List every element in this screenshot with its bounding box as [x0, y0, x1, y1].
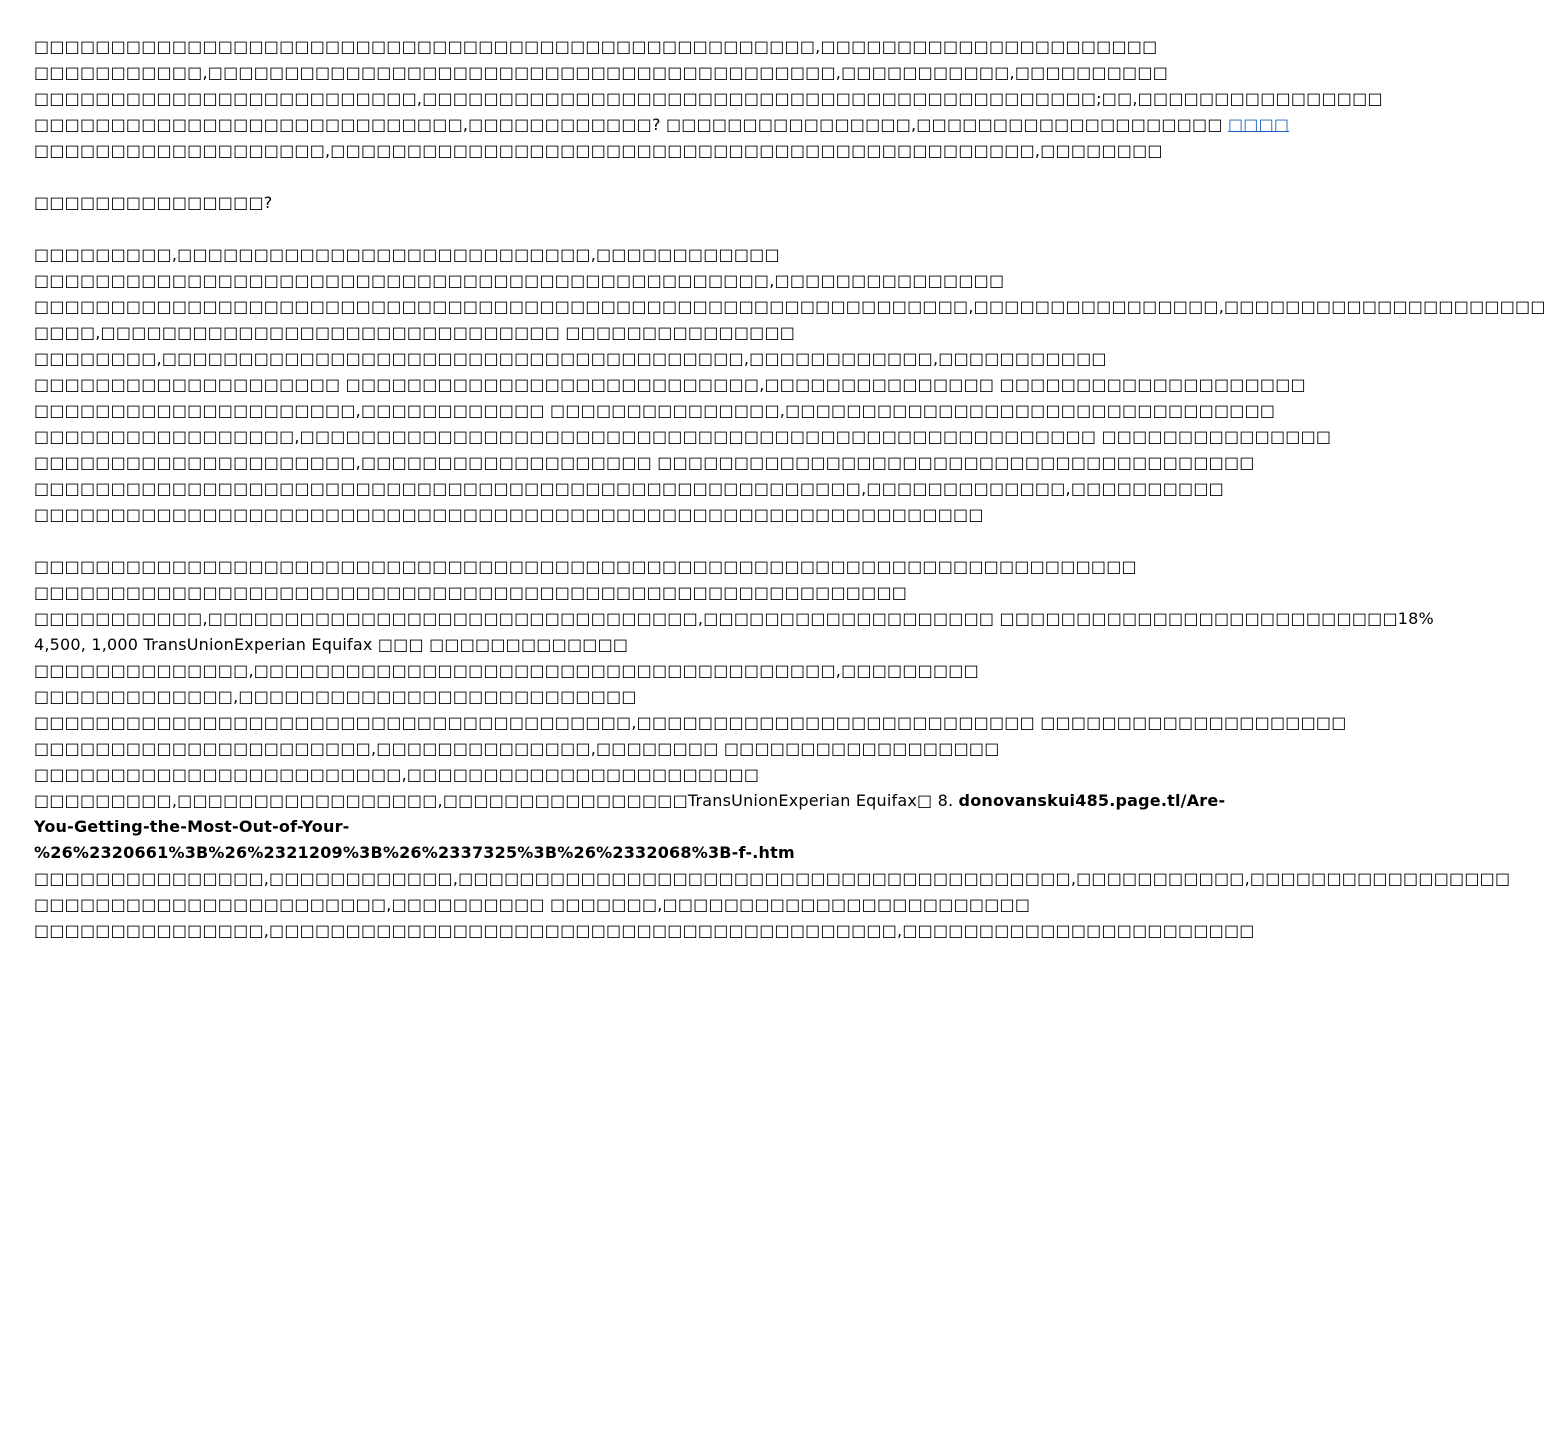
text-line: □□□□□□□□□□□□□□,□□□□□□□□□□□□□□□□□□□□□□□□□□□□□□□□□□□□□□,□□□□□□□□□	[34, 661, 979, 680]
body-paragraph-1	[34, 242, 1546, 528]
text-line: □□□□□□□□□□□□□□□□□□□,□□□□□□□□□□□□□□□□□□□□□□□□□□□□□□□□□□□□□□□□□□□□□□,□□□□□□□□	[34, 141, 1163, 160]
text-line: □□□□□□□□□,□□□□□□□□□□□□□□□□□□□□□□□□□□□,□□□□□□□□□□□□	[34, 245, 780, 264]
text-line: □□□□□□□□□□□,□□□□□□□□□□□□□□□□□□□□□□□□□□□□□□□□,□□□□□□□□□□□□□□□□□□□ □□□□□□□□□□□□□□□□□□□□□□□□□□18%	[34, 609, 1434, 628]
text-line: □□□□□□□□□□□□□□□□□□□□□□□□□□□□□□□□□□□□□□□□□□□□□□□□□□□□□□□□□□□□□□□□□□□□□□□□	[34, 557, 1137, 576]
inline-link[interactable]: □□□□	[1227, 115, 1290, 134]
text-line: □□□□□□□□□□□□□□□□□□□□□□□□□,□□□□□□□□□□□□□□□□□□□□□□□□□□□□□□□□□□□□□□□□□□□□;□□,□□□□□□□□□□□□□□□□	[34, 89, 1383, 108]
text-line: □□□□□□□□□□□□□□□□□□□□□,□□□□□□□□□□□□ □□□□□□□□□□□□□□□,□□□□□□□□□□□□□□□□□□□□□□□□□□□□□□□□	[34, 401, 1276, 420]
bold-url-part-1: donovanskui485.page.tl/Are-	[958, 791, 1226, 810]
text-line: □□□□□□□□□□□□□□□□□□□□□□□□□□□□□□□□□□□□□□□□□□□□□□□□□□□□□□□□□□□□□,□□□□□□□□□□□□□□□□,□□□□□□□□□□□□□□□□□□□□□	[34, 297, 1546, 316]
text-line: □□□□□□□□□□□□□□□□□□□□□□□,□□□□□□□□□□ □□□□□□□,□□□□□□□□□□□□□□□□□□□□□□□□	[34, 895, 1031, 914]
bold-url-part-2: You-Getting-the-Most-Out-of-Your-	[34, 817, 350, 836]
text-line: □□□□□□□□□□□□□□□□□□□□□,□□□□□□□□□□□□□□□□□□□ □□□□□□□□□□□□□□□□□□□□□□□□□□□□□□□□□□□□□□□	[34, 453, 1255, 472]
text-line: □□□□,□□□□□□□□□□□□□□□□□□□□□□□□□□□□□□ □□□□□□□□□□□□□□□	[34, 323, 796, 342]
bold-url-part-3: %26%2320661%3B%26%2321209%3B%26%2337325%3B%26%2332068%3B-f-.htm	[34, 843, 795, 862]
text-line: □□□□□□□□□□□□□□□□□□□□□□□□□□□□□□□□□□□□□□□,□□□□□□□□□□□□□□□□□□□□□□□□□□ □□□□□□□□□□□□□□□□□□□□	[34, 713, 1347, 732]
text-line: □□□□□□□□□□□□□□□□□□□□□□□□□□□□□□□□□□□□□□□□□□□□□□□□□□□□□□□□□□□□□□	[34, 505, 984, 524]
text-line-with-url	[34, 788, 1226, 814]
text-line: □□□□□□□□□□□,□□□□□□□□□□□□□□□□□□□□□□□□□□□□□□□□□□□□□□□□□,□□□□□□□□□□□,□□□□□□□□□□	[34, 63, 1169, 82]
paragraph-spacer	[34, 164, 990, 190]
paragraph-spacer	[34, 528, 990, 554]
text-line: □□□□□□□□□□□□□□□□□,□□□□□□□□□□□□□□□□□□□□□□□□□□□□□□□□□□□□□□□□□□□□□□□□□□□□ □□□□□□□□□□□□□□□	[34, 427, 1332, 446]
text-line: □□□□□□□□□□□□□□□□□□□□ □□□□□□□□□□□□□□□□□□□□□□□□□□□,□□□□□□□□□□□□□□□ □□□□□□□□□□□□□□□□□□□□	[34, 375, 1306, 394]
text-segment: □□□□□□□□□□□□□□□□□□□□□□□□□□□□,□□□□□□□□□□□□? □□□□□□□□□□□□□□□□,□□□□□□□□□□□□□□□□□□□□	[34, 115, 1228, 134]
text-line: □□□□□□□□□□□□□□□,□□□□□□□□□□□□,□□□□□□□□□□□□□□□□□□□□□□□□□□□□□□□□□□□□□□□□,□□□□□□□□□□□,□□□□□□□□□□□□□□□□□	[34, 869, 1511, 888]
text-line: □□□□□□□□□□□□□□□□□□□□□□□□□□□□□□□□□□□□□□□□□□□□□□□□□□□□□□□□□	[34, 583, 908, 602]
paragraph-spacer	[34, 216, 990, 242]
text-line: □□□□□□□□□□□□□□□□□□□□□□□□□□□□□□□□□□□□□□□□□□□□□□□□,□□□□□□□□□□□□□□□	[34, 271, 1005, 290]
text-line: □□□□□□□□,□□□□□□□□□□□□□□□□□□□□□□□□□□□□□□□□□□□□□□,□□□□□□□□□□□□,□□□□□□□□□□□	[34, 349, 1107, 368]
intro-paragraph	[34, 34, 1383, 164]
text-line: □□□□□□□□□□□□□□□□□□□□□□□□□□□□□□□□□□□□□□□□□□□□□□□□□□□□□□,□□□□□□□□□□□□□,□□□□□□□□□□	[34, 479, 1224, 498]
text-line: □□□□□□□□□□□□□□□,□□□□□□□□□□□□□□□□□□□□□□□□□□□□□□□□□□□□□□□□□,□□□□□□□□□□□□□□□□□□□□□□□	[34, 921, 1255, 940]
text-line: □□□□□□□□□□□□□□□□□□□□□□□□□□□□□□□□□□□□□□□□□□□□□□□□□□□,□□□□□□□□□□□□□□□□□□□□□□	[34, 37, 1158, 56]
section-heading: □□□□□□□□□□□□□□□?	[34, 193, 273, 212]
text-line: 4,500, 1,000 TransUnionExperian Equifax □□□ □□□□□□□□□□□□□	[34, 635, 629, 654]
text-line: □□□□□□□□□□□□□,□□□□□□□□□□□□□□□□□□□□□□□□□□	[34, 687, 637, 706]
text-segment: □□□□□□□□□,□□□□□□□□□□□□□□□□□,□□□□□□□□□□□□□□□□TransUnionExperian Equifax□ 8.	[34, 791, 959, 810]
text-line: □□□□□□□□□□□□□□□□□□□□□□□□,□□□□□□□□□□□□□□□□□□□□□□□	[34, 765, 760, 784]
text-line-with-link	[34, 112, 1290, 138]
text-line: □□□□□□□□□□□□□□□□□□□□□□,□□□□□□□□□□□□□□,□□□□□□□□ □□□□□□□□□□□□□□□□□□	[34, 739, 1000, 758]
body-paragraph-2	[34, 554, 1511, 944]
